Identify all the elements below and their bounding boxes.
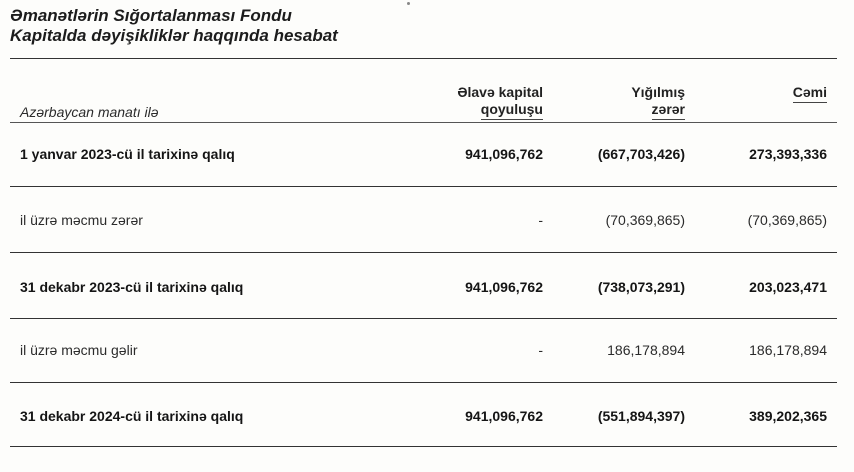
cell-accumulated-loss: 186,178,894 — [607, 342, 685, 358]
organization-name: Əmanətlərin Sığortalanması Fondu — [10, 6, 292, 25]
cell-total: (70,369,865) — [747, 212, 827, 228]
currency-unit-label: Azərbaycan manatı ilə — [20, 104, 159, 120]
cell-accumulated-loss: (738,073,291) — [597, 279, 685, 295]
report-title: Kapitalda dəyişikliklər haqqında hesabat — [10, 26, 338, 45]
row-divider — [10, 382, 837, 383]
row-label: 31 dekabr 2023-cü il tarixinə qalıq — [20, 279, 244, 295]
column-header-line: Cəmi — [793, 84, 827, 103]
cell-additional-capital: - — [538, 212, 543, 228]
row-divider — [10, 186, 837, 187]
cell-total: 186,178,894 — [749, 342, 827, 358]
cell-additional-capital: - — [538, 342, 543, 358]
cell-total: 389,202,365 — [749, 408, 827, 424]
table-row — [10, 212, 837, 232]
cell-additional-capital: 941,096,762 — [465, 146, 543, 162]
row-label: 31 dekabr 2024-cü il tarixinə qalıq — [20, 408, 244, 424]
column-header-line: Əlavə kapital — [457, 84, 543, 100]
table-row — [10, 146, 837, 166]
column-header-line: zərər — [652, 101, 685, 120]
table-row — [10, 408, 837, 428]
column-header-accumulated-loss — [631, 84, 685, 120]
column-header-line: Yığılmış — [631, 84, 685, 100]
column-header-total — [793, 84, 827, 103]
table-row — [10, 342, 837, 362]
bottom-rule — [10, 446, 837, 447]
top-rule — [10, 58, 837, 59]
row-label: il üzrə məcmu gəlir — [20, 342, 138, 358]
header-rule — [10, 122, 837, 123]
scan-speck — [407, 2, 410, 5]
cell-additional-capital: 941,096,762 — [465, 408, 543, 424]
cell-total: 273,393,336 — [749, 146, 827, 162]
row-label: il üzrə məcmu zərər — [20, 212, 143, 228]
cell-accumulated-loss: (667,703,426) — [597, 146, 685, 162]
column-header-row — [10, 84, 837, 124]
table-row — [10, 279, 837, 299]
cell-accumulated-loss: (551,894,397) — [597, 408, 685, 424]
row-divider — [10, 318, 837, 319]
column-header-additional-capital — [457, 84, 543, 120]
row-divider — [10, 252, 837, 253]
cell-accumulated-loss: (70,369,865) — [605, 212, 685, 228]
column-header-line: qoyuluşu — [481, 101, 543, 120]
cell-additional-capital: 941,096,762 — [465, 279, 543, 295]
report-header — [10, 6, 338, 46]
row-label: 1 yanvar 2023-cü il tarixinə qalıq — [20, 146, 235, 162]
cell-total: 203,023,471 — [749, 279, 827, 295]
